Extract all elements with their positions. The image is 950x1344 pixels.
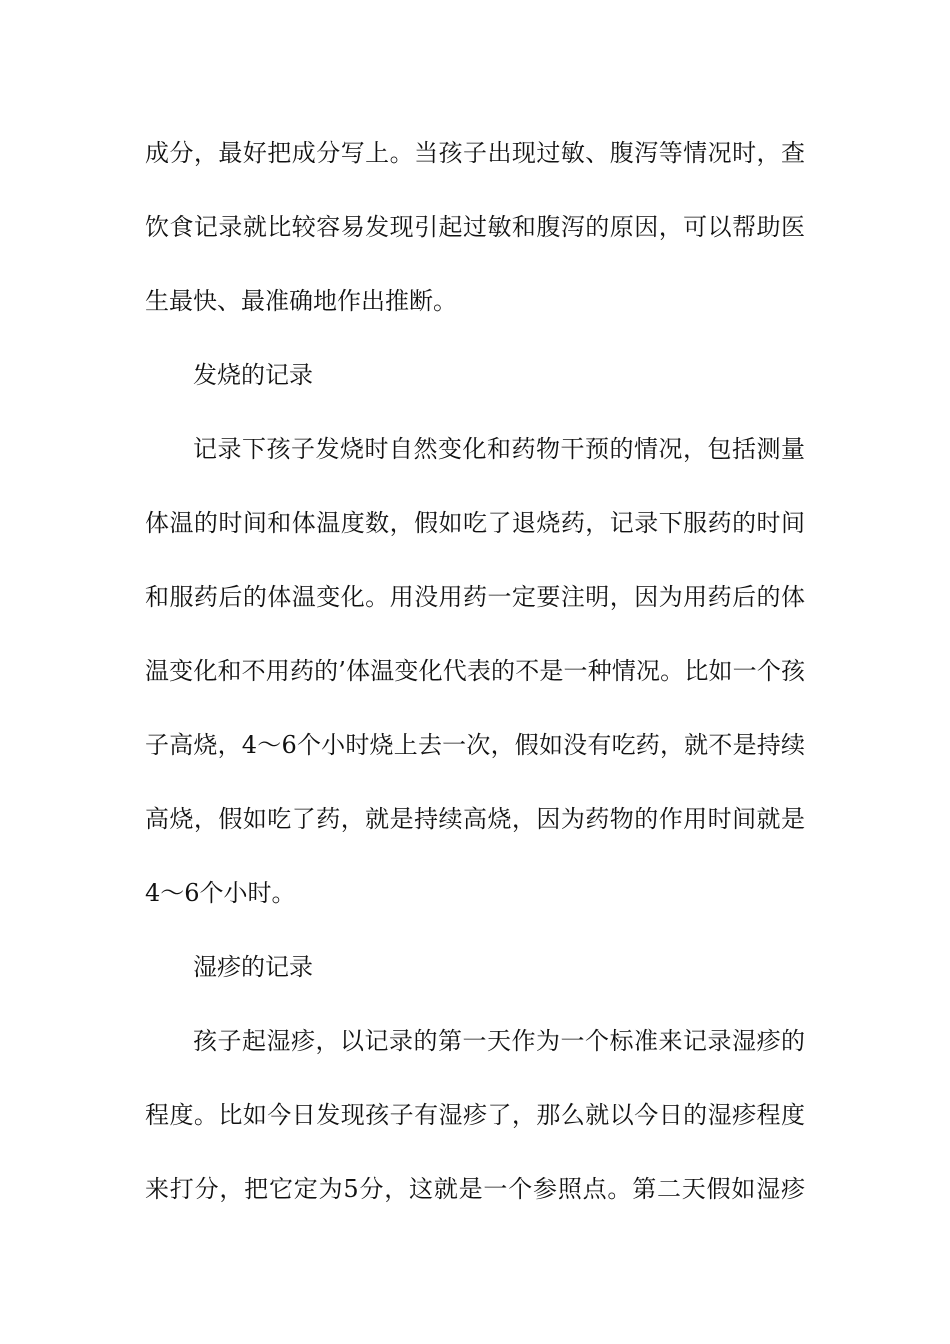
section-heading-eczema: 湿疹的记录: [193, 953, 313, 981]
body-text-line: 和服药后的体温变化。用没用药一定要注明，因为用药后的体: [145, 583, 805, 611]
body-text-line: 来打分，把它定为5分，这就是一个参照点。第二天假如湿疹: [145, 1175, 805, 1203]
body-text-line: 孩子起湿疹，以记录的第一天作为一个标准来记录湿疹的: [193, 1027, 805, 1055]
body-text-line: 4～6个小时。: [145, 879, 296, 907]
body-text-line: 温变化和不用药的’体温变化代表的不是一种情况。比如一个孩: [145, 657, 805, 685]
body-text-line: 程度。比如今日发现孩子有湿疹了，那么就以今日的湿疹程度: [145, 1101, 805, 1129]
body-text-line: 记录下孩子发烧时自然变化和药物干预的情况，包括测量: [193, 435, 805, 463]
body-text-line: 高烧，假如吃了药，就是持续高烧，因为药物的作用时间就是: [145, 805, 805, 833]
body-text-line: 体温的时间和体温度数，假如吃了退烧药，记录下服药的时间: [145, 509, 805, 537]
body-text-line: 饮食记录就比较容易发现引起过敏和腹泻的原因，可以帮助医: [145, 213, 805, 241]
body-text-line: 子高烧，4～6个小时烧上去一次，假如没有吃药，就不是持续: [145, 731, 805, 759]
body-text-line: 生最快、最准确地作出推断。: [145, 287, 457, 315]
body-text-line: 成分，最好把成分写上。当孩子出现过敏、腹泻等情况时，查: [145, 139, 805, 167]
section-heading-fever: 发烧的记录: [193, 361, 313, 389]
